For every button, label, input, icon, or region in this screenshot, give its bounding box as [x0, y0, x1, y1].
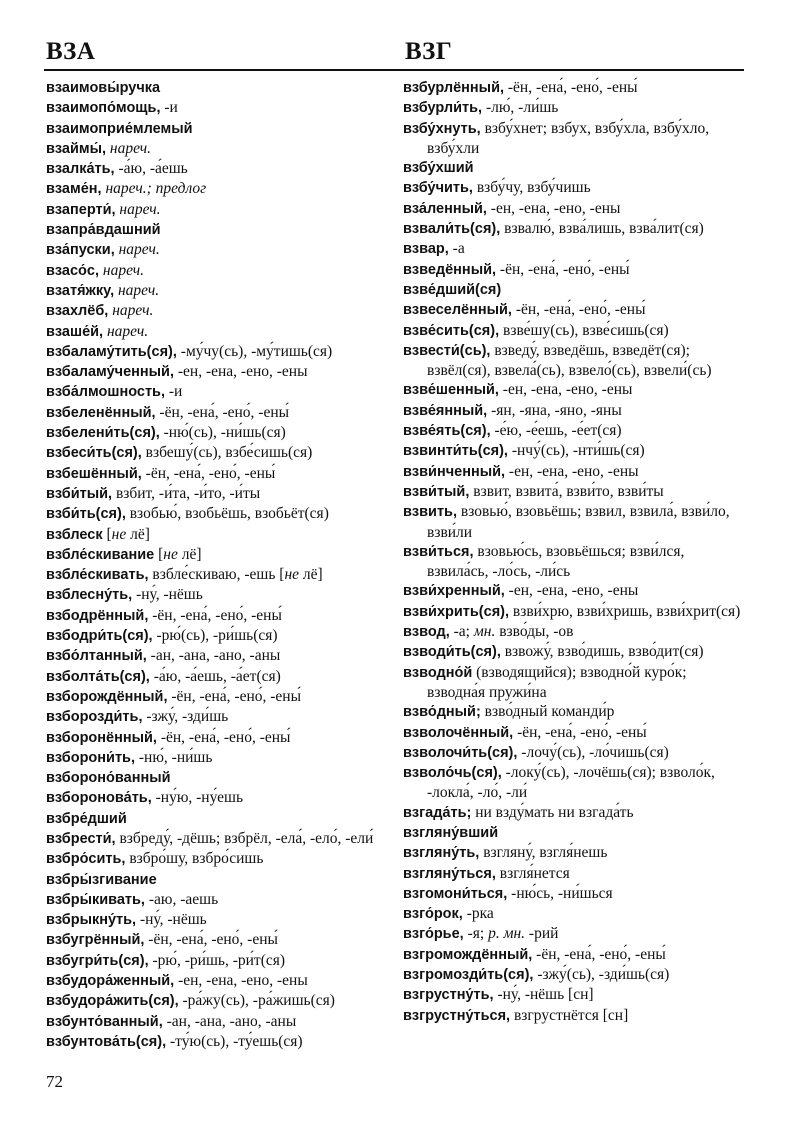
dictionary-entry: [46, 119, 394, 139]
entry-headword: взведённый,: [403, 261, 497, 278]
entry-headword: взбрести́,: [46, 830, 116, 847]
dictionary-entry: [403, 401, 748, 421]
entry-headword: взби́тый,: [46, 485, 113, 502]
entry-label: не: [163, 545, 178, 563]
entry-definition: -ян, -яна, -яно, -яны: [487, 401, 622, 419]
entry-headword: взбунтова́ть(ся),: [46, 1033, 167, 1050]
entry-definition: взовью́, взовьёшь; взвил, взвила́, взви́ло, взви́ли: [427, 503, 730, 541]
entry-definition: -ан, -ана, -ано, -аны: [146, 647, 281, 665]
entry-headword: взбешённый,: [46, 465, 142, 482]
entry-definition: взвожу́, взво́дишь, взво́дит(ся): [500, 643, 704, 661]
dictionary-entry: [46, 971, 394, 991]
dictionary-entry: [46, 890, 394, 910]
entry-definition: -ён, -ена́, -ено́, -ены́: [496, 260, 630, 278]
dictionary-entry: [403, 421, 748, 441]
entry-headword: взве́шенный,: [403, 382, 499, 399]
dictionary-entry: [46, 687, 394, 707]
dictionary-entry: [403, 945, 748, 965]
entry-definition: -ну́, -нёшь [сн]: [493, 986, 594, 1004]
entry-headword: взгрустну́ть,: [403, 987, 494, 1004]
entry-label: нареч.: [117, 281, 160, 299]
entry-definition: взведу́, взведёшь, взведёт(ся); взвёл(ся), взвела́(сь), взвело́(сь), взвели́(сь): [427, 341, 712, 380]
dictionary-entry: [46, 707, 394, 727]
dictionary-entry: [46, 565, 394, 585]
dictionary-entry: [46, 768, 394, 788]
entry-headword: взахлёб,: [46, 303, 109, 320]
entry-headword: взбры́згивание: [46, 871, 157, 888]
entry-headword: взви́хрить(ся),: [403, 603, 510, 620]
left-column: [46, 78, 394, 1052]
entry-headword: взволо́чь(ся),: [403, 765, 502, 782]
entry-headword: взволочи́ть(ся),: [403, 744, 518, 761]
entry-headword: взвить,: [403, 504, 457, 521]
running-header: [44, 36, 744, 72]
dictionary-entry: [46, 1012, 394, 1032]
header-left-guide-word: ВЗА: [46, 38, 96, 65]
entry-headword: взбре́дший: [46, 810, 127, 827]
dictionary-entry: [403, 904, 748, 924]
entry-definition: взбу́чу, взбу́чишь: [472, 179, 591, 197]
entry-headword: взбудора́женный,: [46, 973, 175, 990]
entry-definition: взво́дный команди́р: [480, 703, 615, 721]
entry-headword: взаперти́,: [46, 201, 116, 218]
entry-definition: -ён, -ена́, -ено́, -ены́: [511, 301, 646, 319]
dictionary-entry: [46, 220, 394, 240]
dictionary-entry: [46, 139, 394, 159]
dictionary-entry: [46, 545, 394, 565]
entry-headword: взбодри́ть(ся),: [46, 628, 153, 645]
entry-headword: взба́лмошность,: [46, 384, 166, 401]
dictionary-entry: [403, 341, 748, 381]
dictionary-entry: [46, 281, 394, 301]
entry-label: нареч.: [119, 200, 161, 218]
entry-definition: -ну́ю, -ну́ешь: [151, 789, 244, 807]
dictionary-entry: [46, 78, 394, 98]
entry-headword: взгада́ть;: [403, 804, 472, 821]
entry-label: не: [111, 525, 127, 543]
dictionary-entry: [403, 219, 748, 239]
entry-definition: -ен, -ена, -ено, -ены: [486, 199, 621, 217]
dictionary-entry: [46, 626, 394, 646]
entry-headword: взборождённый,: [46, 688, 168, 705]
dictionary-entry: [46, 261, 394, 281]
entry-headword: взвар,: [403, 241, 449, 258]
entry-label: нареч.: [112, 302, 154, 320]
entry-headword: взбеси́ть(ся),: [46, 445, 142, 462]
dictionary-entry: [46, 728, 394, 748]
dictionary-entry: [403, 502, 748, 542]
dictionary-entry: [46, 748, 394, 768]
entry-definition: -ен, -ена, -ено, -ены: [174, 972, 308, 990]
entry-definition: взвалю́, взва́лишь, взва́лит(ся): [500, 220, 704, 238]
dictionary-entry: [46, 342, 394, 362]
entry-headword: взго́рье,: [403, 926, 464, 943]
entry-definition: -а́ю, -а́ешь: [114, 160, 188, 178]
entry-headword: взве́ять(ся),: [403, 423, 491, 440]
entry-headword: взбороно́ванный: [46, 770, 171, 787]
entry-headword: взво́дный;: [403, 704, 481, 721]
dictionary-entry: [46, 870, 394, 890]
header-right-guide-word: ВЗГ: [405, 38, 453, 65]
entry-definition: -ён, -ена́, -ено́, -ены́: [513, 723, 647, 741]
entry-definition: взбешу́(сь), взбе́сишь(ся): [141, 444, 313, 462]
entry-definition: взвит, взвита́, взви́то, взви́ты: [469, 482, 664, 500]
dictionary-entry: [46, 788, 394, 808]
dictionary-entry: [403, 702, 748, 722]
entry-definition: -зжу́(сь), -зди́шь(ся): [533, 966, 670, 984]
entry-headword: взбугрённый,: [46, 932, 145, 949]
dictionary-entry: [403, 965, 748, 985]
entry-headword: взблесну́ть,: [46, 587, 133, 604]
entry-definition: (взводящийся); взводно́й куро́к; взводна́я пружи́на: [427, 663, 687, 701]
entry-definition: -ну́, -нёшь: [136, 911, 207, 929]
entry-headword: взгляну́вший: [403, 824, 499, 841]
entry-headword: взводи́ть(ся),: [403, 644, 501, 661]
entry-definition: -ен, -ена, -ено, -ены: [505, 462, 639, 480]
dictionary-entry: [46, 930, 394, 950]
dictionary-entry: [46, 443, 394, 463]
entry-headword: взаимоприе́млемый: [46, 120, 193, 137]
entry-headword: взбу́хнуть,: [403, 120, 481, 137]
dictionary-entry: [403, 178, 748, 198]
entry-headword: взви́хренный,: [403, 583, 505, 600]
entry-headword: взве́сить(ся),: [403, 322, 500, 339]
dictionary-entry: [403, 280, 748, 300]
entry-headword: взаимовы́ручка: [46, 80, 161, 96]
entry-headword: взаме́н,: [46, 181, 102, 198]
dictionary-entry: [403, 843, 748, 863]
dictionary-entry: [403, 98, 748, 118]
entry-headword: взгромозди́ть(ся),: [403, 967, 534, 984]
dictionary-entry: [46, 849, 394, 869]
entry-headword: взбодрённый,: [46, 607, 149, 624]
entry-definition: -ён, -ена́, -ено́, -ены́: [141, 464, 276, 482]
dictionary-entry: [46, 646, 394, 666]
dictionary-entry: [403, 239, 748, 259]
entry-definition-cont: -рий: [525, 925, 559, 943]
entry-headword: взгромождённый,: [403, 946, 533, 963]
entry-definition: -лочу́(сь), -ло́чишь(ся): [517, 743, 669, 761]
entry-definition: [: [102, 525, 112, 543]
dictionary-entry: [46, 301, 394, 321]
entry-headword: взбро́сить,: [46, 851, 126, 868]
entry-definition: -ён, -ена́, -ено́, -ены́: [504, 79, 638, 96]
dictionary-entry: [46, 240, 394, 260]
entry-definition: -зжу́, -зди́шь: [142, 708, 229, 726]
entry-definition: взовью́сь, взовьёшься; взви́лся, взвила́сь, -ло́сь, -ли́сь: [427, 542, 685, 581]
dictionary-entry: [46, 322, 394, 342]
dictionary-entry: [46, 159, 394, 179]
entry-definition: взви́хрю, взви́хришь, взви́хрит(ся): [509, 602, 741, 620]
entry-definition: -ён, -ена́, -ено́, -ены́: [156, 728, 291, 746]
entry-headword: взбле́скивать,: [46, 567, 149, 584]
entry-definition: -рю́(сь), -ри́шь(ся): [152, 627, 278, 645]
dictionary-entry: [46, 525, 394, 545]
entry-definition: -ён, -ена́, -ено́, -ены́: [144, 931, 278, 949]
entry-definition: -а;: [449, 623, 474, 641]
entry-definition: -ра́жу(сь), -ра́жишь(ся): [178, 992, 335, 1010]
dictionary-entry: [403, 663, 748, 703]
entry-headword: взбурлённый,: [403, 80, 505, 96]
entry-definition: -локу́(сь), -лочёшь(ся); взволо́к, -локла́, -ло́, -ли́: [427, 764, 715, 802]
header-rule: [44, 69, 744, 71]
entry-headword: вза́пуски,: [46, 242, 115, 259]
dictionary-entry: [403, 380, 748, 400]
entry-definition: -а́ю, -а́ешь, -а́ет(ся): [149, 667, 281, 685]
entry-headword: взгрустну́ться,: [403, 1007, 511, 1024]
dictionary-entry: [403, 158, 748, 178]
dictionary-entry: [46, 910, 394, 930]
entry-label: р. мн.: [488, 925, 526, 943]
dictionary-entry: [46, 423, 394, 443]
entry-definition: взгля́нется: [495, 864, 570, 882]
dictionary-entry: [403, 199, 748, 219]
entry-headword: взви́тый,: [403, 483, 470, 500]
dictionary-entry: [403, 260, 748, 280]
entry-headword: взбры́кивать,: [46, 891, 145, 908]
entry-headword: взбу́чить,: [403, 180, 473, 197]
entry-definition: -ён, -ена́, -ено́, -ены́: [148, 606, 282, 624]
entry-headword: вза́ленный,: [403, 200, 487, 217]
entry-definition: -ен, -ена, -ено, -ены: [173, 363, 308, 381]
entry-definition: -ён, -ена́, -ено́, -ены́: [532, 945, 666, 963]
entry-definition: -ён, -ена́, -ено́, -ены́: [155, 403, 290, 421]
dictionary-entry: [403, 441, 748, 461]
entry-definition-cont: лё]: [126, 525, 150, 543]
entry-definition: взбро́шу, взбро́сишь: [125, 850, 264, 868]
entry-headword: взвали́ть(ся),: [403, 221, 501, 238]
page-number: 72: [46, 1072, 63, 1091]
entry-headword: взгляну́ться,: [403, 865, 496, 882]
entry-headword: взвести́(сь),: [403, 342, 491, 359]
dictionary-entry: [46, 504, 394, 524]
entry-label: нареч.: [106, 322, 149, 340]
entry-headword: взаймы́,: [46, 140, 107, 157]
entry-definition-cont: взво́ды, -ов: [495, 623, 574, 641]
entry-headword: взводно́й: [403, 664, 473, 681]
entry-label: не: [284, 566, 300, 584]
entry-headword: взбугри́ть(ся),: [46, 952, 149, 969]
entry-definition: -ён, -ена́, -ено́, -ены́: [167, 687, 302, 705]
entry-headword: взвод,: [403, 624, 450, 641]
dictionary-entry: [403, 482, 748, 502]
entry-label: нареч.: [102, 261, 145, 279]
entry-definition: -е́ю, -е́ешь, -е́ет(ся): [490, 422, 622, 440]
entry-headword: взасо́с,: [46, 262, 100, 279]
dictionary-entry: [403, 542, 748, 582]
entry-headword: взбрыкну́ть,: [46, 912, 137, 929]
dictionary-entry: [403, 78, 748, 98]
entry-definition: -ню́(сь), -ни́шь(ся): [159, 424, 286, 442]
entry-headword: взви́ться,: [403, 543, 474, 560]
dictionary-entry: [46, 464, 394, 484]
dictionary-entry: [46, 809, 394, 829]
entry-definition: -ну́, -нёшь: [132, 586, 203, 604]
dictionary-entry: [403, 321, 748, 341]
dictionary-entry: [403, 763, 748, 803]
entry-headword: взго́рок,: [403, 906, 463, 923]
entry-definition: -ан, -ана, -ано, -аны: [162, 1012, 297, 1030]
entry-headword: взбунто́ванный,: [46, 1013, 163, 1030]
entry-headword: взаимопо́мощь,: [46, 100, 161, 117]
dictionary-entry: [403, 743, 748, 763]
entry-headword: взгляну́ть,: [403, 845, 480, 862]
entry-headword: взбурли́ть,: [403, 100, 483, 117]
entry-headword: взалка́ть,: [46, 161, 115, 178]
entry-definition: взгляну́, взгля́нешь: [479, 844, 608, 862]
dictionary-entry: [403, 462, 748, 482]
entry-headword: взгомони́ться,: [403, 885, 508, 902]
entry-definition: -ню́, -ни́шь: [135, 748, 213, 766]
entry-headword: взбаламу́ченный,: [46, 364, 174, 381]
dictionary-entry: [403, 300, 748, 320]
entry-label: нареч.: [109, 139, 152, 157]
entry-label: мн.: [473, 623, 496, 641]
entry-headword: взборони́ть,: [46, 749, 136, 766]
entry-headword: взбудора́жить(ся),: [46, 993, 179, 1010]
entry-definition: -ен, -ена, -ено, -ены: [498, 381, 633, 399]
entry-headword: взве́дший(ся): [403, 281, 502, 298]
right-column: [403, 78, 748, 1026]
dictionary-entry: [46, 829, 394, 849]
dictionary-entry: [46, 98, 394, 118]
entry-definition: взве́шу(сь), взве́сишь(ся): [499, 321, 669, 339]
entry-headword: взви́нченный,: [403, 463, 506, 480]
entry-headword: взблеск: [46, 526, 103, 543]
entry-label: нареч.: [118, 241, 160, 259]
entry-definition: -лю́, -ли́шь: [482, 99, 559, 117]
dictionary-entry: [46, 382, 394, 402]
dictionary-entry: [403, 985, 748, 1005]
entry-definition: -нчу́(сь), -нти́шь(ся): [507, 442, 645, 460]
entry-definition: ни взду́мать ни взгада́ть: [471, 803, 634, 821]
entry-definition: -а: [448, 240, 465, 258]
entry-headword: взвеселённый,: [403, 302, 512, 319]
dictionary-entry: [46, 362, 394, 382]
dictionary-entry: [403, 642, 748, 662]
entry-definition: -я;: [463, 925, 489, 943]
entry-headword: взбаламу́тить(ся),: [46, 343, 177, 360]
entry-headword: взатя́жку,: [46, 282, 115, 299]
entry-definition: взобью́, взобьёшь, взобьёт(ся): [125, 505, 329, 523]
entry-label: нареч.; предлог: [105, 180, 207, 198]
entry-definition: взбит, -и́та, -и́то, -и́ты: [112, 484, 261, 502]
dictionary-entry: [46, 403, 394, 423]
entry-definition: взбле́скиваю, -ешь [: [148, 566, 285, 584]
entry-definition: -рю́, -ри́шь, -ри́т(ся): [148, 951, 286, 969]
dictionary-entry: [403, 1006, 748, 1026]
dictionary-entry: [46, 200, 394, 220]
entry-definition-cont: лё]: [299, 566, 323, 584]
entry-definition: [: [154, 545, 164, 563]
entry-headword: взболта́ть(ся),: [46, 668, 150, 685]
entry-definition: -ту́ю(сь), -ту́ешь(ся): [166, 1032, 303, 1050]
dictionary-entry: [46, 585, 394, 605]
entry-headword: взби́ть(ся),: [46, 506, 126, 523]
entry-definition-cont: лё]: [177, 545, 202, 563]
entry-definition: взбу́хнет; взбух, взбу́хла, взбу́хло, взбу́хли: [427, 119, 710, 157]
entry-headword: взаше́й,: [46, 323, 104, 340]
dictionary-entry: [403, 602, 748, 622]
entry-definition: -и: [160, 99, 178, 117]
entry-headword: взборозди́ть,: [46, 709, 143, 726]
entry-definition: взгрустнётся [сн]: [510, 1006, 629, 1024]
entry-headword: взапра́вдашний: [46, 222, 161, 239]
entry-headword: взборонова́ть,: [46, 790, 152, 807]
entry-headword: взве́янный,: [403, 402, 488, 419]
dictionary-entry: [403, 723, 748, 743]
entry-definition: -му́чу(сь), -му́тишь(ся): [176, 342, 333, 360]
entry-headword: взбо́лтанный,: [46, 648, 147, 665]
entry-headword: взбу́хший: [403, 160, 474, 177]
dictionary-entry: [403, 823, 748, 843]
dictionary-entry: [403, 884, 748, 904]
dictionary-entry: [403, 864, 748, 884]
dictionary-entry: [46, 951, 394, 971]
dictionary-entry: [403, 803, 748, 823]
entry-headword: взборонённый,: [46, 729, 157, 746]
dictionary-entry: [46, 606, 394, 626]
dictionary-entry: [403, 924, 748, 944]
dictionary-entry: [403, 119, 748, 159]
dictionary-entry: [46, 484, 394, 504]
dictionary-entry: [46, 991, 394, 1011]
entry-headword: взбле́скивание: [46, 546, 155, 563]
entry-definition: -рка: [462, 905, 494, 923]
entry-headword: взволочённый,: [403, 724, 514, 741]
dictionary-entry: [46, 179, 394, 199]
entry-headword: взбелени́ть(ся),: [46, 425, 160, 442]
dictionary-entry: [403, 622, 748, 642]
entry-definition: -аю, -аешь: [144, 890, 219, 908]
entry-definition: взбреду́, -дёшь; взбрёл, -ела́, -ело́, -ели́: [115, 829, 374, 847]
dictionary-entry: [46, 1032, 394, 1052]
entry-definition: -и: [165, 383, 183, 401]
entry-headword: взвинти́ть(ся),: [403, 443, 508, 460]
dictionary-entry: [46, 667, 394, 687]
dictionary-entry: [403, 581, 748, 601]
entry-definition: -ен, -ена, -ено, -ены: [504, 582, 639, 600]
entry-headword: взбеленённый,: [46, 404, 156, 421]
entry-definition: -ню́сь, -ни́шься: [507, 884, 613, 902]
